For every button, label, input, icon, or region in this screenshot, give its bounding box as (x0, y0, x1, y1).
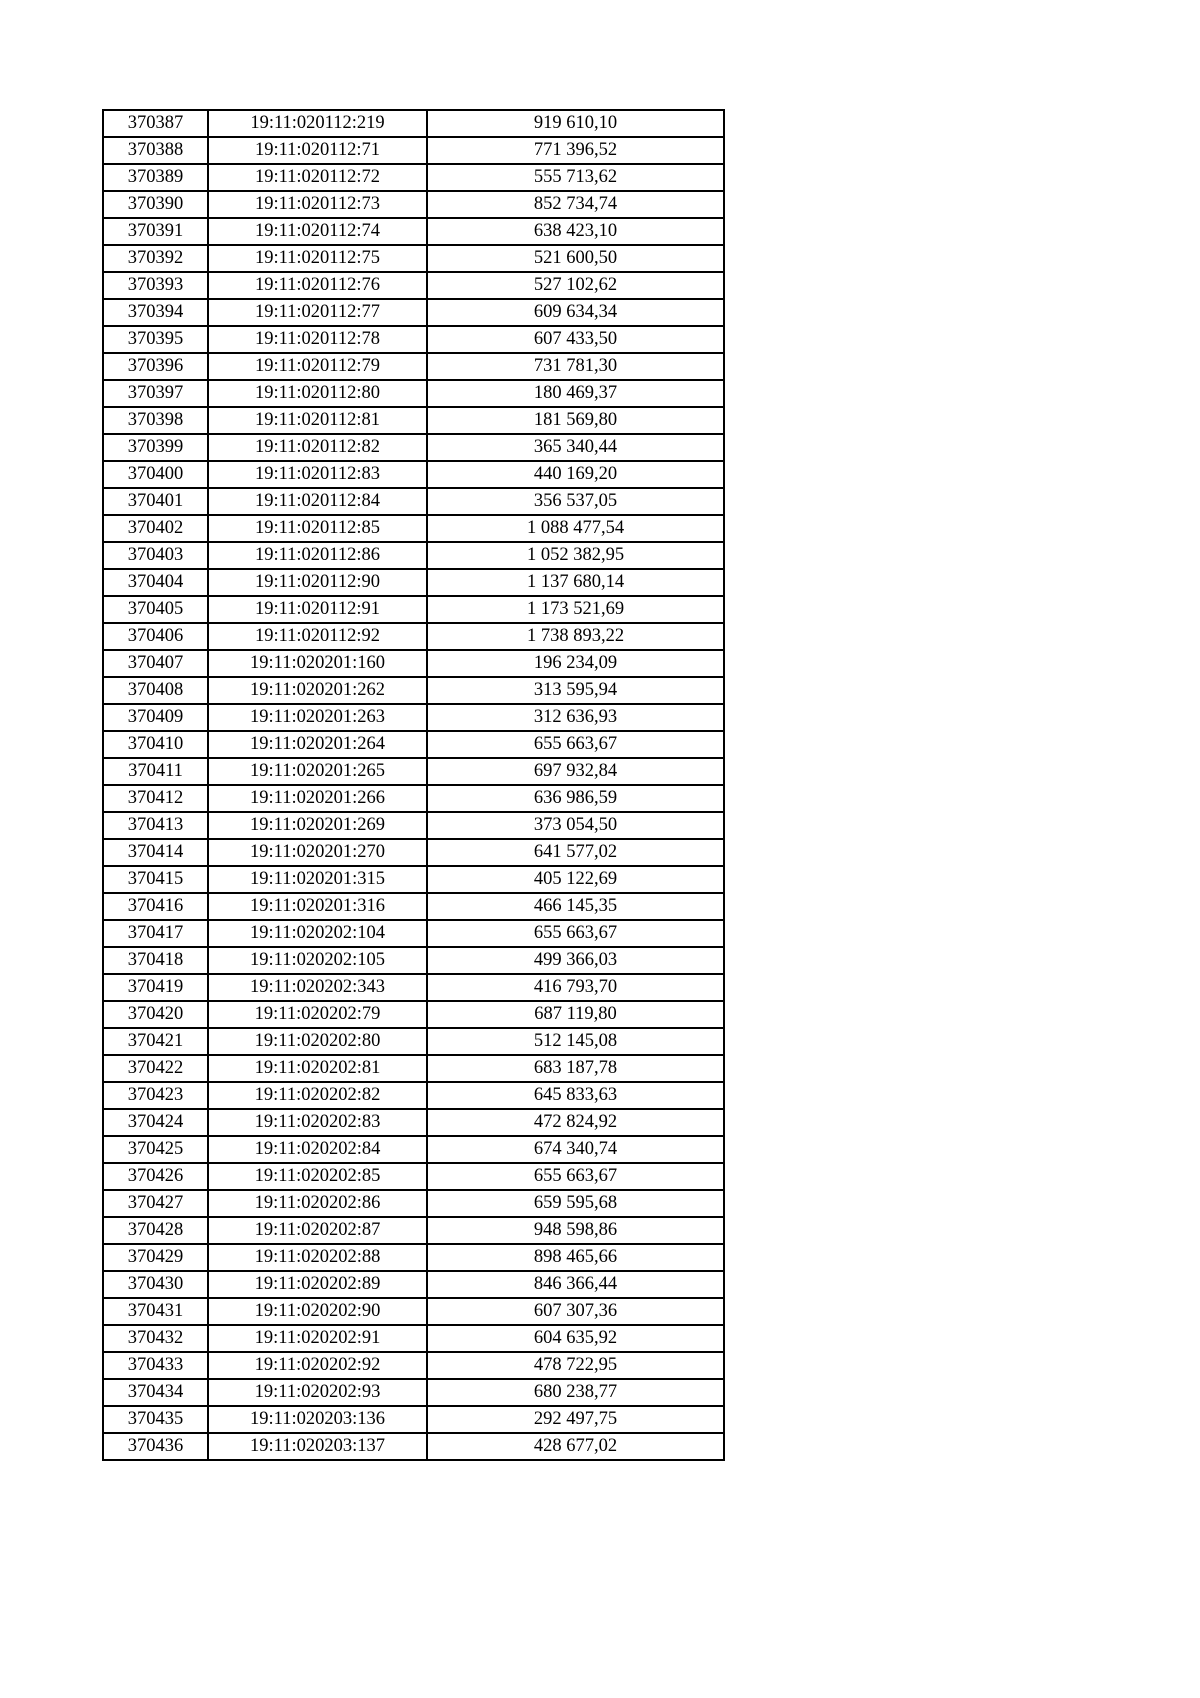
cadastral-value-cell: 405 122,69 (427, 866, 724, 893)
row-number-cell: 370389 (103, 164, 208, 191)
row-number-cell: 370392 (103, 245, 208, 272)
cadastral-number-cell: 19:11:020112:74 (208, 218, 427, 245)
cadastral-value-cell: 1 738 893,22 (427, 623, 724, 650)
cadastral-value-cell: 1 137 680,14 (427, 569, 724, 596)
cadastral-number-cell: 19:11:020201:263 (208, 704, 427, 731)
row-number-cell: 370428 (103, 1217, 208, 1244)
row-number-cell: 370405 (103, 596, 208, 623)
row-number-cell: 370429 (103, 1244, 208, 1271)
row-number-cell: 370387 (103, 110, 208, 137)
table-row (103, 1271, 724, 1298)
cadastral-value-cell: 687 119,80 (427, 1001, 724, 1028)
cadastral-number-cell: 19:11:020202:83 (208, 1109, 427, 1136)
row-number-cell: 370408 (103, 677, 208, 704)
cadastral-number-cell: 19:11:020112:90 (208, 569, 427, 596)
cadastral-value-cell: 655 663,67 (427, 1163, 724, 1190)
cadastral-number-cell: 19:11:020202:89 (208, 1271, 427, 1298)
cadastral-value-cell: 604 635,92 (427, 1325, 724, 1352)
cadastral-number-cell: 19:11:020112:73 (208, 191, 427, 218)
cadastral-value-cell: 512 145,08 (427, 1028, 724, 1055)
cadastral-value-cell: 180 469,37 (427, 380, 724, 407)
row-number-cell: 370401 (103, 488, 208, 515)
table-row (103, 893, 724, 920)
row-number-cell: 370431 (103, 1298, 208, 1325)
table-row (103, 1028, 724, 1055)
table-row (103, 1082, 724, 1109)
cadastral-value-cell: 1 088 477,54 (427, 515, 724, 542)
table-row (103, 407, 724, 434)
row-number-cell: 370430 (103, 1271, 208, 1298)
cadastral-number-cell: 19:11:020112:86 (208, 542, 427, 569)
cadastral-value-cell: 428 677,02 (427, 1433, 724, 1460)
cadastral-value-cell: 555 713,62 (427, 164, 724, 191)
cadastral-number-cell: 19:11:020112:76 (208, 272, 427, 299)
cadastral-value-cell: 898 465,66 (427, 1244, 724, 1271)
cadastral-number-cell: 19:11:020112:75 (208, 245, 427, 272)
cadastral-number-cell: 19:11:020202:79 (208, 1001, 427, 1028)
row-number-cell: 370419 (103, 974, 208, 1001)
table-row (103, 812, 724, 839)
table-body (103, 110, 724, 1460)
cadastral-number-cell: 19:11:020112:71 (208, 137, 427, 164)
cadastral-value-cell: 527 102,62 (427, 272, 724, 299)
cadastral-value-cell: 1 052 382,95 (427, 542, 724, 569)
cadastral-number-cell: 19:11:020112:78 (208, 326, 427, 353)
cadastral-value-cell: 683 187,78 (427, 1055, 724, 1082)
cadastral-number-cell: 19:11:020112:79 (208, 353, 427, 380)
cadastral-value-cell: 1 173 521,69 (427, 596, 724, 623)
row-number-cell: 370409 (103, 704, 208, 731)
row-number-cell: 370422 (103, 1055, 208, 1082)
table-row (103, 569, 724, 596)
row-number-cell: 370433 (103, 1352, 208, 1379)
table-row (103, 1298, 724, 1325)
cadastral-value-cell: 655 663,67 (427, 920, 724, 947)
row-number-cell: 370411 (103, 758, 208, 785)
row-number-cell: 370403 (103, 542, 208, 569)
cadastral-number-cell: 19:11:020201:264 (208, 731, 427, 758)
table-row (103, 515, 724, 542)
table-row (103, 839, 724, 866)
table-row (103, 920, 724, 947)
table-row (103, 353, 724, 380)
cadastral-value-cell: 636 986,59 (427, 785, 724, 812)
row-number-cell: 370391 (103, 218, 208, 245)
cadastral-value-cell: 645 833,63 (427, 1082, 724, 1109)
cadastral-number-cell: 19:11:020112:82 (208, 434, 427, 461)
cadastral-number-cell: 19:11:020112:92 (208, 623, 427, 650)
table-row (103, 974, 724, 1001)
row-number-cell: 370390 (103, 191, 208, 218)
cadastral-number-cell: 19:11:020112:84 (208, 488, 427, 515)
cadastral-number-cell: 19:11:020203:137 (208, 1433, 427, 1460)
table-row (103, 1244, 724, 1271)
cadastral-number-cell: 19:11:020202:105 (208, 947, 427, 974)
row-number-cell: 370388 (103, 137, 208, 164)
row-number-cell: 370402 (103, 515, 208, 542)
table-row (103, 1352, 724, 1379)
table-row (103, 650, 724, 677)
table-row (103, 947, 724, 974)
cadastral-number-cell: 19:11:020202:104 (208, 920, 427, 947)
table-row (103, 1406, 724, 1433)
table-row (103, 542, 724, 569)
cadastral-number-cell: 19:11:020202:87 (208, 1217, 427, 1244)
row-number-cell: 370398 (103, 407, 208, 434)
table-row (103, 1136, 724, 1163)
cadastral-value-cell: 313 595,94 (427, 677, 724, 704)
table-row (103, 380, 724, 407)
cadastral-value-cell: 607 433,50 (427, 326, 724, 353)
cadastral-number-cell: 19:11:020112:77 (208, 299, 427, 326)
table-row (103, 110, 724, 137)
cadastral-number-cell: 19:11:020112:72 (208, 164, 427, 191)
cadastral-number-cell: 19:11:020202:93 (208, 1379, 427, 1406)
cadastral-number-cell: 19:11:020202:343 (208, 974, 427, 1001)
table-row (103, 1001, 724, 1028)
cadastral-value-cell: 440 169,20 (427, 461, 724, 488)
cadastral-value-cell: 846 366,44 (427, 1271, 724, 1298)
cadastral-value-cell: 416 793,70 (427, 974, 724, 1001)
cadastral-number-cell: 19:11:020201:315 (208, 866, 427, 893)
cadastral-number-cell: 19:11:020201:316 (208, 893, 427, 920)
row-number-cell: 370423 (103, 1082, 208, 1109)
cadastral-number-cell: 19:11:020201:266 (208, 785, 427, 812)
cadastral-value-cell: 680 238,77 (427, 1379, 724, 1406)
cadastral-number-cell: 19:11:020202:80 (208, 1028, 427, 1055)
cadastral-number-cell: 19:11:020112:85 (208, 515, 427, 542)
cadastral-value-cell: 472 824,92 (427, 1109, 724, 1136)
cadastral-value-cell: 655 663,67 (427, 731, 724, 758)
table-row (103, 1055, 724, 1082)
cadastral-value-cell: 609 634,34 (427, 299, 724, 326)
cadastral-value-cell: 521 600,50 (427, 245, 724, 272)
row-number-cell: 370413 (103, 812, 208, 839)
row-number-cell: 370426 (103, 1163, 208, 1190)
cadastral-number-cell: 19:11:020201:265 (208, 758, 427, 785)
cadastral-value-cell: 919 610,10 (427, 110, 724, 137)
table-row (103, 488, 724, 515)
table-row (103, 731, 724, 758)
table-row (103, 164, 724, 191)
cadastral-number-cell: 19:11:020201:262 (208, 677, 427, 704)
table-row (103, 1190, 724, 1217)
row-number-cell: 370418 (103, 947, 208, 974)
row-number-cell: 370415 (103, 866, 208, 893)
cadastral-value-cell: 948 598,86 (427, 1217, 724, 1244)
table-row (103, 1379, 724, 1406)
cadastral-value-cell: 312 636,93 (427, 704, 724, 731)
table-row (103, 596, 724, 623)
cadastral-value-cell: 478 722,95 (427, 1352, 724, 1379)
row-number-cell: 370400 (103, 461, 208, 488)
row-number-cell: 370396 (103, 353, 208, 380)
cadastral-value-cell: 196 234,09 (427, 650, 724, 677)
row-number-cell: 370394 (103, 299, 208, 326)
cadastral-number-cell: 19:11:020202:86 (208, 1190, 427, 1217)
row-number-cell: 370410 (103, 731, 208, 758)
row-number-cell: 370425 (103, 1136, 208, 1163)
cadastral-value-cell: 771 396,52 (427, 137, 724, 164)
table-row (103, 191, 724, 218)
cadastral-value-cell: 466 145,35 (427, 893, 724, 920)
row-number-cell: 370420 (103, 1001, 208, 1028)
row-number-cell: 370421 (103, 1028, 208, 1055)
table-row (103, 677, 724, 704)
row-number-cell: 370412 (103, 785, 208, 812)
row-number-cell: 370395 (103, 326, 208, 353)
row-number-cell: 370417 (103, 920, 208, 947)
row-number-cell: 370435 (103, 1406, 208, 1433)
cadastral-value-cell: 365 340,44 (427, 434, 724, 461)
cadastral-number-cell: 19:11:020201:270 (208, 839, 427, 866)
cadastral-value-cell: 373 054,50 (427, 812, 724, 839)
row-number-cell: 370399 (103, 434, 208, 461)
cadastral-number-cell: 19:11:020112:80 (208, 380, 427, 407)
cadastral-value-cell: 292 497,75 (427, 1406, 724, 1433)
cadastral-value-cell: 641 577,02 (427, 839, 724, 866)
table-row (103, 461, 724, 488)
table-row (103, 1109, 724, 1136)
table-row (103, 434, 724, 461)
cadastral-number-cell: 19:11:020202:82 (208, 1082, 427, 1109)
row-number-cell: 370407 (103, 650, 208, 677)
cadastral-number-cell: 19:11:020202:91 (208, 1325, 427, 1352)
cadastral-number-cell: 19:11:020112:91 (208, 596, 427, 623)
table-row (103, 245, 724, 272)
cadastral-number-cell: 19:11:020112:83 (208, 461, 427, 488)
cadastral-value-cell: 607 307,36 (427, 1298, 724, 1325)
row-number-cell: 370397 (103, 380, 208, 407)
table-row (103, 326, 724, 353)
cadastral-value-cell: 638 423,10 (427, 218, 724, 245)
row-number-cell: 370406 (103, 623, 208, 650)
table-row (103, 866, 724, 893)
cadastral-value-cell: 499 366,03 (427, 947, 724, 974)
cadastral-number-cell: 19:11:020112:219 (208, 110, 427, 137)
cadastral-number-cell: 19:11:020201:269 (208, 812, 427, 839)
table-row (103, 1163, 724, 1190)
cadastral-number-cell: 19:11:020202:88 (208, 1244, 427, 1271)
row-number-cell: 370434 (103, 1379, 208, 1406)
row-number-cell: 370424 (103, 1109, 208, 1136)
row-number-cell: 370393 (103, 272, 208, 299)
table-row (103, 137, 724, 164)
row-number-cell: 370436 (103, 1433, 208, 1460)
cadastral-number-cell: 19:11:020202:85 (208, 1163, 427, 1190)
row-number-cell: 370432 (103, 1325, 208, 1352)
cadastral-number-cell: 19:11:020202:92 (208, 1352, 427, 1379)
table-row (103, 272, 724, 299)
cadastral-number-cell: 19:11:020202:90 (208, 1298, 427, 1325)
cadastral-number-cell: 19:11:020203:136 (208, 1406, 427, 1433)
cadastral-value-cell: 731 781,30 (427, 353, 724, 380)
cadastral-value-cell: 356 537,05 (427, 488, 724, 515)
table-row (103, 758, 724, 785)
cadastral-number-cell: 19:11:020201:160 (208, 650, 427, 677)
table-row (103, 218, 724, 245)
table-row (103, 299, 724, 326)
table-row (103, 623, 724, 650)
cadastral-number-cell: 19:11:020202:84 (208, 1136, 427, 1163)
row-number-cell: 370404 (103, 569, 208, 596)
row-number-cell: 370414 (103, 839, 208, 866)
cadastral-number-cell: 19:11:020112:81 (208, 407, 427, 434)
cadastral-value-cell: 852 734,74 (427, 191, 724, 218)
cadastral-value-cell: 659 595,68 (427, 1190, 724, 1217)
cadastral-value-cell: 181 569,80 (427, 407, 724, 434)
table-row (103, 1217, 724, 1244)
table-row (103, 704, 724, 731)
cadastral-value-cell: 697 932,84 (427, 758, 724, 785)
cadastral-number-cell: 19:11:020202:81 (208, 1055, 427, 1082)
row-number-cell: 370416 (103, 893, 208, 920)
table-row (103, 785, 724, 812)
table-row (103, 1325, 724, 1352)
table-row (103, 1433, 724, 1460)
cadastral-value-table (102, 109, 725, 1461)
cadastral-value-cell: 674 340,74 (427, 1136, 724, 1163)
row-number-cell: 370427 (103, 1190, 208, 1217)
